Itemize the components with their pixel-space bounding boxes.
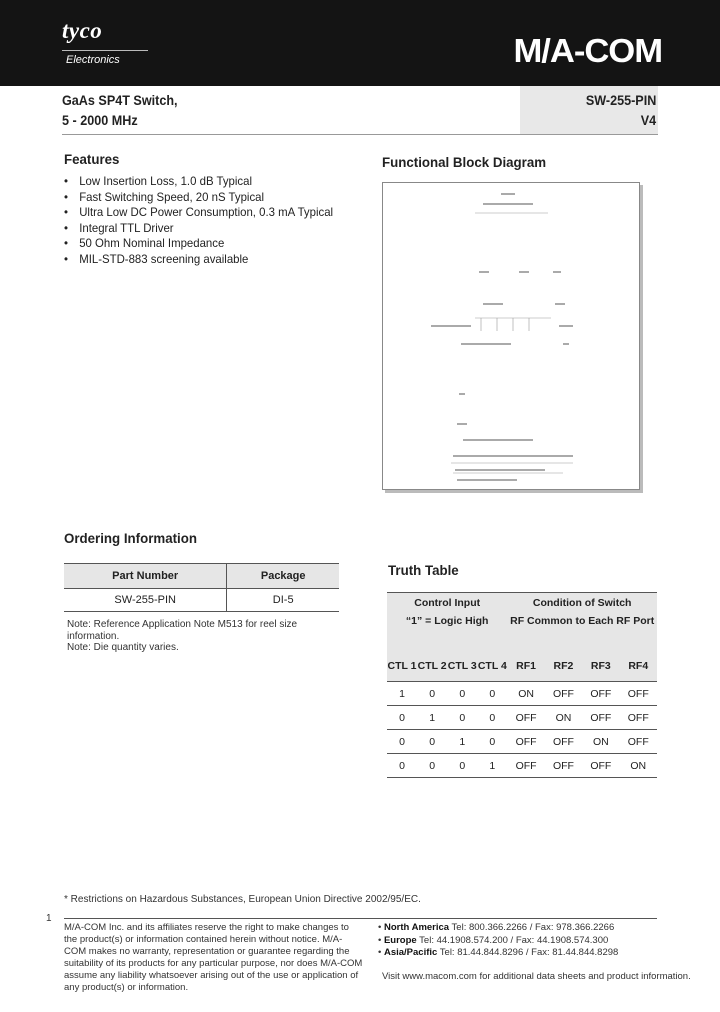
region-label: Europe [383, 934, 417, 946]
feature-item: • Ultra Low DC Power Consumption, 0.3 mA Typical [64, 205, 333, 221]
tyco-logo: tyco [62, 18, 103, 43]
ordering-heading: Ordering Information [64, 530, 197, 546]
table-cell: 0 [417, 754, 447, 778]
contact-info [378, 922, 618, 960]
table-cell: ON [545, 706, 582, 730]
note-die-quantity: Note: Die quantity varies. [67, 642, 179, 653]
disclaimer: M/A-COM Inc. and its affiliates reserve the right to make changes to the product(s) or information contained herein without notice. M/A-COM makes no warranty, representation or guarantee regarding the suitability of its products for any particular purpose, nor does M/A-COM assume any liability whatsoever arising out of the use or application of any product(s) or information. [64, 922, 363, 993]
product-title-line2: 5 - 2000 MHz [62, 112, 138, 128]
table-cell: SW-255-PIN [64, 589, 227, 612]
table-cell: ON [620, 754, 657, 778]
block-diagram-drawing [383, 183, 639, 489]
table-cell: 0 [477, 682, 507, 706]
rohs-note: * Restrictions on Hazardous Substances, European Union Directive 2002/95/EC. [64, 894, 421, 905]
table-cell: OFF [507, 730, 544, 754]
region-label: North America [383, 922, 450, 933]
table-row [387, 706, 657, 730]
table-cell: 0 [417, 730, 447, 754]
logo-divider [62, 50, 148, 51]
contact-asia: • Asia/Pacific Tel: 81.44.844.8296 / Fax: 81.44.844.8298 [378, 947, 619, 958]
table-cell: OFF [507, 754, 544, 778]
column-header: RF2 [545, 651, 582, 682]
product-title-line1: GaAs SP4T Switch, [62, 92, 178, 108]
control-input-header: Control Input [387, 593, 507, 614]
table-header-row [387, 651, 657, 682]
macom-logo: M/A-COM [512, 32, 662, 69]
table-row [387, 682, 657, 706]
feature-item: • Low Insertion Loss, 1.0 dB Typical [64, 174, 333, 190]
column-header: RF4 [620, 651, 657, 682]
logic-high-note: “1” = Logic High [387, 613, 507, 651]
region-label: Asia/Pacific [383, 947, 438, 958]
table-cell: 0 [387, 754, 417, 778]
table-cell: OFF [545, 730, 582, 754]
features-heading: Features [64, 151, 120, 167]
table-cell: 0 [447, 682, 477, 706]
table-cell: OFF [507, 706, 544, 730]
table-cell: 0 [447, 754, 477, 778]
table-cell: OFF [620, 706, 657, 730]
contact-north-america: • North America Tel: 800.366.2266 / Fax: 978.366.2266 [378, 922, 615, 933]
table-cell: 1 [387, 682, 417, 706]
condition-header: Condition of Switch [507, 593, 657, 614]
feature-item: • Fast Switching Speed, 20 nS Typical [64, 190, 333, 206]
table-cell: 0 [387, 730, 417, 754]
contact-phone: Tel: 81.44.844.8296 / Fax: 81.44.844.8298 [439, 947, 619, 958]
table-header-row [64, 564, 339, 589]
table-cell: ON [582, 730, 619, 754]
column-header: RF1 [507, 651, 544, 682]
note-reel-size: Note: Reference Application Note M513 for reel size information. [67, 619, 298, 642]
table-header-row [387, 613, 657, 651]
features-list [64, 174, 347, 268]
block-diagram [382, 182, 640, 490]
table-cell: 0 [477, 706, 507, 730]
ordering-table [64, 563, 339, 612]
electronics-text: Electronics [66, 54, 120, 66]
website-note: Visit www.macom.com for additional data sheets and product information. [382, 971, 691, 982]
column-header: Package [227, 564, 339, 589]
part-number: SW-255-PIN [585, 92, 656, 108]
column-header: Part Number [64, 564, 227, 589]
table-cell: 0 [387, 706, 417, 730]
table-cell: OFF [620, 682, 657, 706]
page-number: 1 [46, 913, 52, 924]
table-cell: 1 [447, 730, 477, 754]
rf-common-note: RF Common to Each RF Port [507, 613, 657, 651]
truth-table [387, 592, 657, 778]
table-cell: OFF [582, 706, 619, 730]
table-cell: OFF [620, 730, 657, 754]
truth-table-heading: Truth Table [388, 562, 459, 578]
table-row [64, 589, 339, 612]
column-header: CTL 4 [477, 651, 507, 682]
contact-europe: • Europe Tel: 44.1908.574.200 / Fax: 44.1908.574.300 [378, 934, 609, 946]
table-cell: OFF [545, 682, 582, 706]
column-header: CTL 2 [417, 651, 447, 682]
footer-divider [64, 918, 657, 919]
contact-phone: Tel: 800.366.2266 / Fax: 978.366.2266 [451, 922, 615, 933]
feature-item: • Integral TTL Driver [64, 221, 333, 237]
version: V4 [640, 112, 656, 128]
table-row [387, 754, 657, 778]
table-cell: 0 [417, 682, 447, 706]
table-cell: DI-5 [227, 589, 339, 612]
column-header: RF3 [582, 651, 619, 682]
table-cell: 0 [447, 706, 477, 730]
table-cell: OFF [582, 754, 619, 778]
table-cell: 1 [417, 706, 447, 730]
table-cell: 0 [477, 730, 507, 754]
table-cell: ON [507, 682, 544, 706]
contact-phone: Tel: 44.1908.574.200 / Fax: 44.1908.574.300 [419, 934, 609, 946]
table-cell: OFF [545, 754, 582, 778]
feature-item: • 50 Ohm Nominal Impedance [64, 236, 333, 252]
ordering-notes [67, 619, 327, 654]
column-header: CTL 1 [387, 651, 417, 682]
table-cell: OFF [582, 682, 619, 706]
table-cell: 1 [477, 754, 507, 778]
feature-item: • MIL-STD-883 screening available [64, 252, 333, 268]
table-row [387, 730, 657, 754]
column-header: CTL 3 [447, 651, 477, 682]
block-diagram-heading: Functional Block Diagram [382, 154, 547, 170]
table-header-row [387, 593, 657, 614]
